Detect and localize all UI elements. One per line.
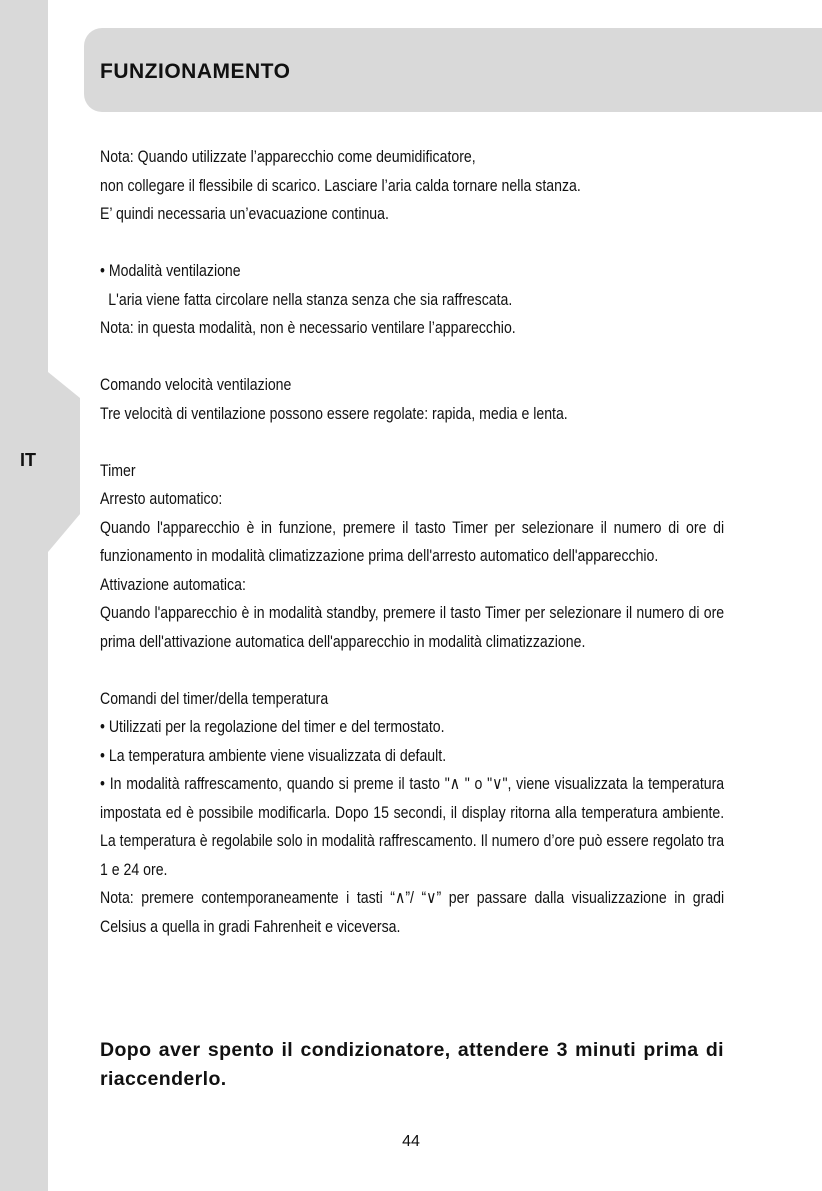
ventilation-mode-note: Nota: in questa modalità, non è necessario ventilare l’apparecchio. <box>100 318 516 337</box>
body-content <box>100 143 724 941</box>
ventilation-mode-description: L'aria viene fatta circolare nella stanza senza che sia raffrescata. <box>108 289 513 309</box>
auto-stop-text: Quando l'apparecchio è in funzione, premere il tasto Timer per selezionare il numero di ore di funzionamento in modalità climatizzazione prima dell'arresto automatico dell'apparecchio. <box>100 517 725 565</box>
section-header <box>84 28 822 112</box>
note-line: Nota: Quando utilizzate l’apparecchio come deumidificatore, <box>100 147 476 166</box>
auto-start-text: Quando l'apparecchio è in modalità standby, premere il tasto Timer per selezionare il numero di ore prima dell'attivazione automatica dell'apparecchio in modalità climatizzazione. <box>100 603 725 651</box>
controls-heading: Comandi del timer/della temperatura <box>100 688 329 708</box>
controls-bullet: • In modalità raffrescamento, quando si preme il tasto "∧ " o "∨", viene visualizzata la temperatura impostata ed è possibile modificarla. Dopo 15 secondi, il display ritorna alla temperatura ambiente. La temperatura è regolabile solo in modalità raffrescamento. Il numero d’ore può essere regolato tra 1 e 24 ore. <box>100 774 725 879</box>
note-line: E’ quindi necessaria un’evacuazione continua. <box>100 204 389 223</box>
controls-bullet: • La temperatura ambiente viene visualizzata di default. <box>100 745 447 765</box>
language-tab-label: IT <box>20 450 36 470</box>
page-number: 44 <box>402 1133 420 1150</box>
timer-heading: Timer <box>100 460 136 480</box>
fan-speed-description: Tre velocità di ventilazione possono essere regolate: rapida, media e lenta. <box>100 403 568 423</box>
auto-stop-heading: Arresto automatico: <box>100 489 223 508</box>
warning-text: Dopo aver spento il condizionatore, attendere 3 minuti prima di riaccenderlo. <box>100 1039 724 1090</box>
ventilation-mode-heading: • Modalità ventilazione <box>100 261 241 280</box>
page-title: FUNZIONAMENTO <box>100 60 291 83</box>
note-line: non collegare il flessibile di scarico. Lasciare l’aria calda tornare nella stanza. <box>100 175 581 195</box>
auto-start-heading: Attivazione automatica: <box>100 574 246 594</box>
controls-note: Nota: premere contemporaneamente i tasti “∧”/ “∨” per passare dalla visualizzazione in gradi Celsius a quella in gradi Fahrenheit e viceversa. <box>100 888 725 936</box>
fan-speed-heading: Comando velocità ventilazione <box>100 375 292 394</box>
controls-bullet: • Utilizzati per la regolazione del timer e del termostato. <box>100 717 445 736</box>
